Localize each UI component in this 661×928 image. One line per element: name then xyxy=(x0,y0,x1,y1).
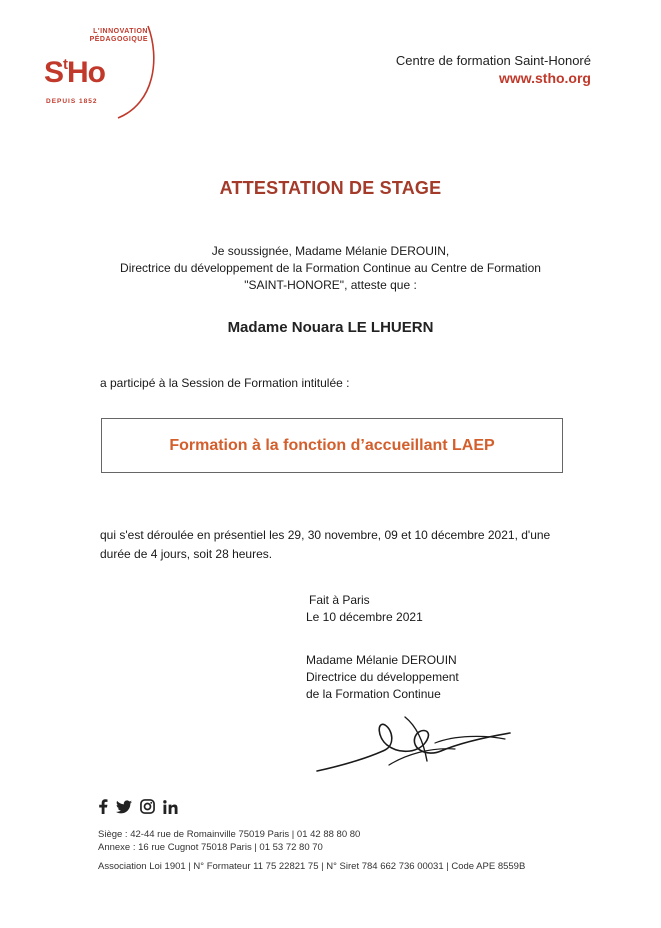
center-url[interactable]: www.stho.org xyxy=(498,70,591,86)
social-links xyxy=(98,799,178,817)
center-name: Centre de formation Saint-Honoré xyxy=(395,53,591,68)
instagram-icon[interactable] xyxy=(140,799,155,817)
details-line-2: durée de 4 jours, soit 28 heures. xyxy=(100,547,273,561)
intro-line-3: "SAINT-HONORE", atteste que : xyxy=(244,278,417,292)
logo-mark: $S^tHo$ xyxy=(44,56,106,89)
signer-role-1: Directrice du développement xyxy=(306,670,459,684)
intro-line-2: Directrice du développement de la Formation Continue au Centre de Formation xyxy=(120,261,541,275)
linkedin-icon[interactable] xyxy=(163,800,178,817)
footer-annex: Annexe : 16 rue Cugnot 75018 Paris | 01 53 72 80 70 xyxy=(98,842,323,853)
logo-tagline-1: L'INNOVATION xyxy=(93,28,148,35)
details-line-1: qui s'est déroulée en présentiel les 29, 30 novembre, 09 et 10 décembre 2021, d'une xyxy=(100,528,551,542)
participation-text: a participé à la Session de Formation intitulée : xyxy=(100,376,350,390)
logo-tagline xyxy=(68,28,148,44)
footer-head-office: Siège : 42-44 rue de Romainville 75019 Paris | 01 42 88 80 80 xyxy=(98,829,361,840)
handwritten-signature xyxy=(315,705,515,775)
logo-since: DEPUIS 1852 xyxy=(46,98,98,105)
signer-name: Madame Mélanie DEROUIN xyxy=(306,653,457,667)
course-title: Formation à la fonction d’accueillant LAEP xyxy=(169,436,495,454)
place: Fait à Paris xyxy=(309,593,370,607)
footer-legal: Association Loi 1901 | N° Formateur 11 75 22821 75 | N° Siret 784 662 736 00031 | Code APE 8559B xyxy=(98,861,526,872)
logo-tagline-2: PÉDAGOGIQUE xyxy=(89,36,148,43)
trainee-name: Madame Nouara LE LHUERN xyxy=(227,319,434,336)
logo xyxy=(30,18,165,128)
document-title: ATTESTATION DE STAGE xyxy=(219,178,442,198)
date: Le 10 décembre 2021 xyxy=(306,610,423,624)
intro-line-1: Je soussignée, Madame Mélanie DEROUIN, xyxy=(211,244,450,258)
header-contact xyxy=(396,53,591,86)
twitter-icon[interactable] xyxy=(116,800,132,817)
course-box xyxy=(101,418,563,473)
facebook-icon[interactable] xyxy=(98,799,108,817)
signer-role-2: de la Formation Continue xyxy=(306,687,441,701)
